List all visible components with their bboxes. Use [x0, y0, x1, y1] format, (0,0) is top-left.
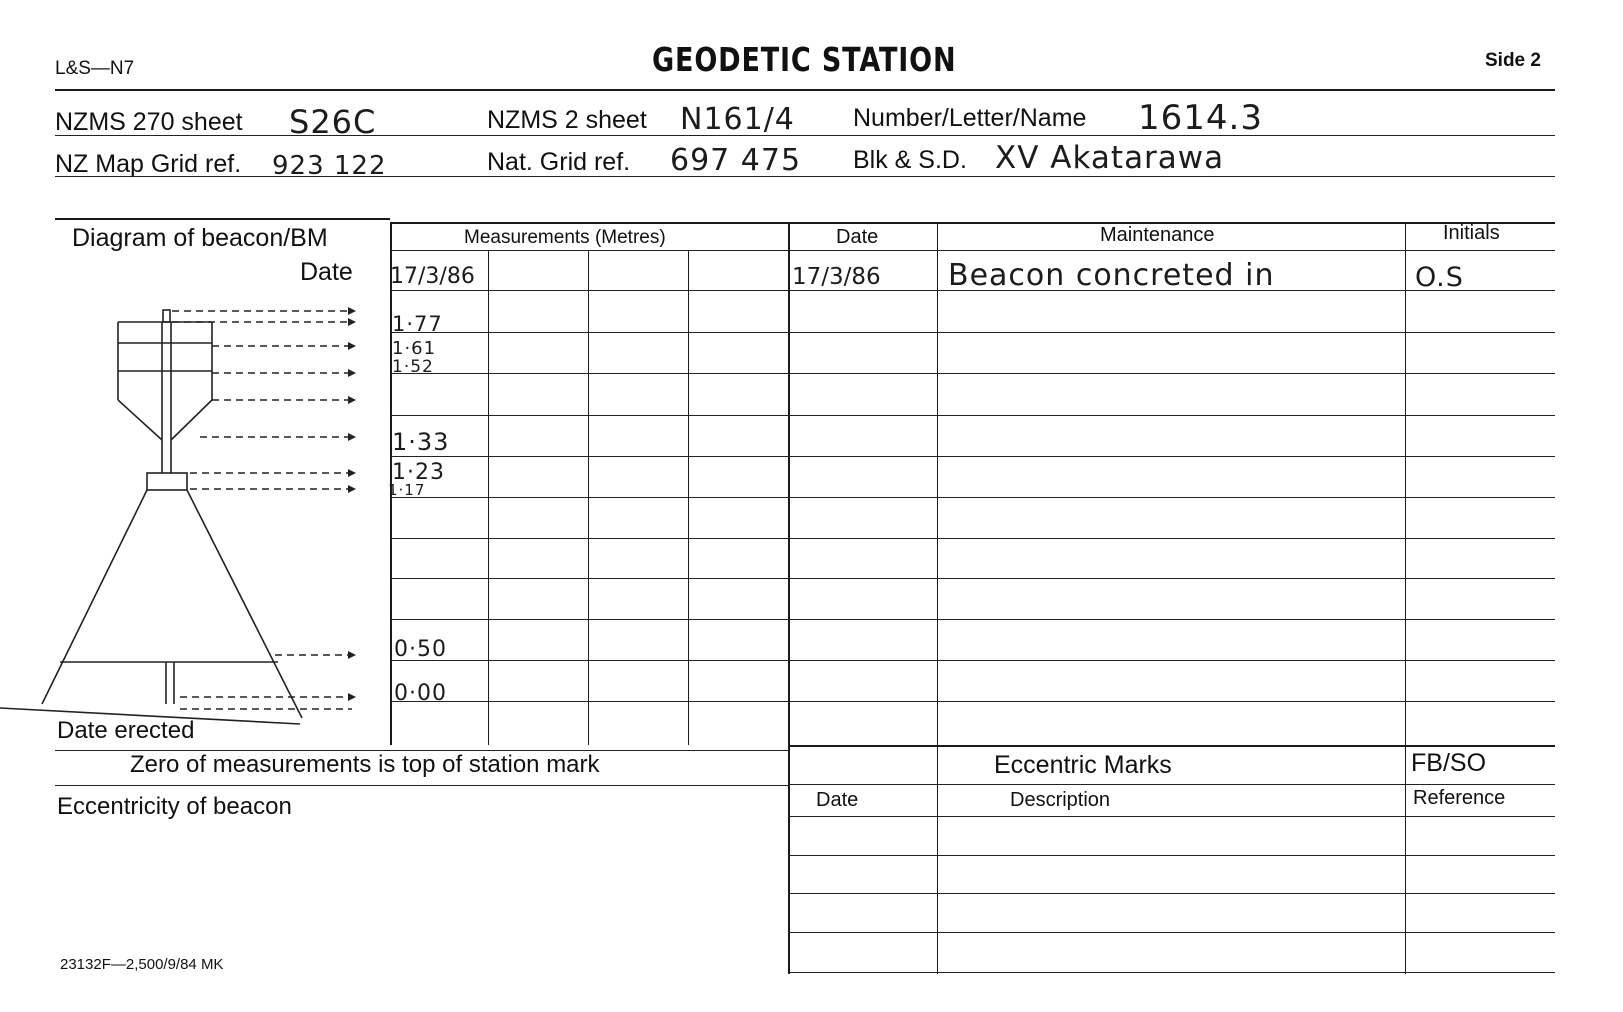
nzms2-value: N161/4	[680, 102, 795, 137]
side-label: Side 2	[1485, 50, 1541, 71]
maint-maintenance-header: Maintenance	[1100, 224, 1215, 246]
measurement-value: 1·61	[392, 338, 437, 359]
measurement-value: 0·50	[394, 637, 447, 662]
measurement-value: 1·17	[388, 481, 426, 499]
maint-row-date: 17/3/86	[792, 264, 881, 290]
beacon-top-cap	[163, 310, 170, 322]
mapgrid-value: 923 122	[272, 151, 387, 181]
mapgrid-label: NZ Map Grid ref.	[55, 150, 242, 178]
maint-row-text: Beacon concreted in	[948, 258, 1275, 293]
natgrid-label: Nat. Grid ref.	[487, 148, 631, 176]
date-erected-label: Date erected	[57, 717, 195, 744]
measurements-heading: Measurements (Metres)	[464, 227, 666, 248]
blk-label: Blk & S.D.	[853, 146, 967, 174]
diagram-heading: Diagram of beacon/BM	[72, 224, 328, 252]
maint-initials-header: Initials	[1443, 222, 1500, 244]
number-label: Number/Letter/Name	[853, 104, 1087, 132]
nzms270-label: NZMS 270 sheet	[55, 108, 243, 136]
measurement-value: 1·23	[392, 460, 445, 485]
diagram-date-label: Date	[300, 258, 353, 286]
number-value: 1614.3	[1138, 98, 1263, 138]
blk-value: XV Akatarawa	[995, 140, 1225, 176]
ecc-date-header: Date	[816, 789, 859, 811]
maint-row-initials: O.S	[1415, 262, 1464, 293]
eccentricity-label: Eccentricity of beacon	[57, 793, 292, 820]
measurement-value: 1·33	[392, 428, 450, 456]
form-code: L&S—N7	[55, 58, 135, 79]
ecc-description-header: Description	[1010, 789, 1111, 811]
measurement-date: 17/3/86	[390, 264, 475, 289]
measurement-value: 0·00	[394, 681, 447, 706]
eccentric-heading: Eccentric Marks	[994, 751, 1172, 779]
print-code: 23132F—2,500/9/84 MK	[60, 956, 224, 973]
nzms270-value: S26C	[289, 103, 377, 141]
nzms2-label: NZMS 2 sheet	[487, 106, 647, 134]
fbso-label: FB/SO	[1411, 749, 1487, 777]
measurement-value: 1·77	[392, 312, 443, 336]
measurement-value: 1·52	[392, 357, 434, 377]
page-title: GEODETIC STATION	[652, 40, 957, 79]
maint-date-header: Date	[836, 226, 879, 248]
zero-note: Zero of measurements is top of station mark	[130, 751, 600, 778]
natgrid-value: 697 475	[670, 143, 802, 178]
ecc-reference-header: Reference	[1413, 787, 1506, 809]
